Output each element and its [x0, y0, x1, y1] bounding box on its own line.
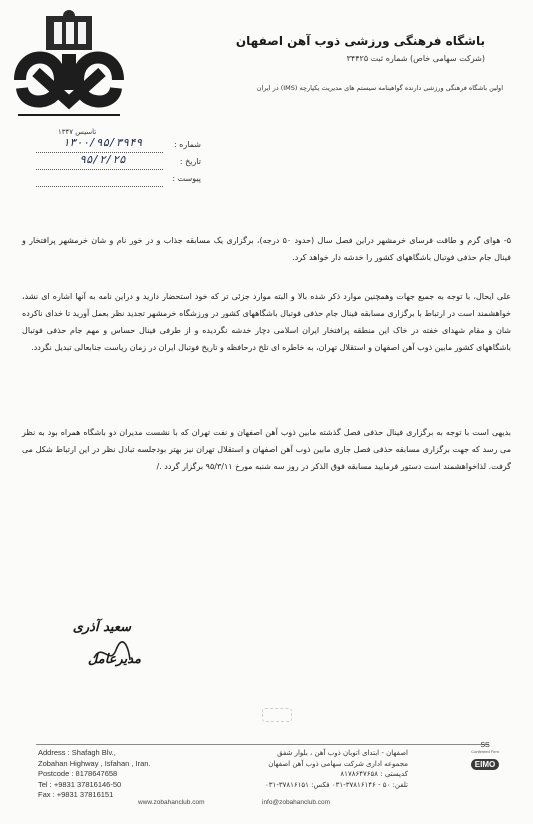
footer-en-line: Fax : +9831 37816151	[38, 790, 114, 799]
certification-badge	[460, 742, 510, 769]
footer-en-line: Zobahan Highway , Isfahan , Iran.	[38, 758, 151, 768]
date-label: تاریخ :	[179, 157, 201, 166]
club-registration: (شرکت سهامی خاص) شماره ثبت ۳۴۴۲۵	[346, 54, 485, 63]
meta-date-row	[36, 155, 201, 172]
signatory-title: مدیرعامل	[87, 652, 141, 667]
paragraph-request: علی ایحال، با توجه به جمیع جهات وهمچنین موارد ذکر شده بالا و البته موارد جزئی تر که خود استحضار دارید و دراین نامه به آنها اشاره ای نشد، خواهشمند است در ارتباط با برگزاری مسابقه فینال جام حذفی فوتبال باشگاههای کشور در ورزشگاه خرمشهر تجدید نظر بعمل آورید تا خدای ناکرده شان و مقام شهدای خفته در خاک این منطقه پرافتخار ایران اسلامی دچار خدشه نگردیده و از طرفی فینال حساس و مهم جام حذفی فوتبال باشگاههای کشور مابین ذوب آهن اصفهان و استقلال تهران، به خاطره ای تلخ درحافظه و تاریخ فوتبال ایران در زمان ریاست جنابعالی تبدیل نگردد.	[22, 292, 511, 352]
cert-top-text: SS	[480, 742, 490, 749]
footer-en-line: Tel : +9831 37816146-50	[38, 779, 122, 789]
ims-certification-line: اولین باشگاه فرهنگی ورزشی دارنده گواهینامه سیستم های مدیریت یکپارچه (IMS) در ایران	[256, 84, 503, 92]
meta-attachment-row	[36, 172, 201, 189]
letter-date: ۹۵/۲/۲۵	[79, 153, 126, 166]
paragraph-item-5: ۵- هوای گرم و طاقت فرسای خرمشهر دراین فصل سال (حدود ۵۰ درجه)، برگزاری یک مسابقه جذاب و در خور نام و شان خرمشهر پرافتخار و فینال جام حذفی فوتبال باشگاههای کشور را خدشه دار خواهد کرد.	[22, 236, 512, 262]
footer-fa-line: تلفن: ۵۰ - ۳۷۸۱۶۱۴۶-۰۳۱ فکس: ۳۷۸۱۶۱۵۱-۰۳۱	[265, 780, 408, 789]
footer-fa-line: اصفهان - ابتدای اتوبان ذوب آهن ، بلوار شفق	[277, 749, 408, 757]
footer-address-fa	[218, 748, 408, 790]
letter-meta	[36, 138, 201, 189]
attachment-label: پیوست :	[172, 174, 201, 183]
club-emblem-logo	[10, 10, 128, 128]
footer-en-line: Address : Shafagh Blv.,	[38, 748, 116, 757]
emblem-caption: تاسیس ۱۳۴۷	[58, 128, 97, 136]
date-dotted-line	[36, 169, 163, 170]
footer-fa-line: مجموعه اداری شرکت سهامی ذوب آهن اصفهان	[268, 759, 408, 768]
signatory-name: سعید آذری	[72, 620, 131, 635]
paragraph-conclusion: بدیهی است با توجه به برگزاری فینال حذفی فصل گذشته مابین ذوب آهن اصفهان و نفت تهران که با نشست مدیران دو باشگاه همراه بود به نظر می رسد که جهت برگزاری مسابقه حذفی فصل جاری مابین ذوب آهن اصفهان و استقلال تهران نیز بهتر بودجلسه تبادل نظر در این ارتباط شکل می گرفت. لذاخواهشمند است دستور فرمایید مسابقه فوق الذکر در روز سه شنبه مورخ ۹۵/۳/۱۱ برگزار گردد ./	[22, 428, 511, 471]
footer-website-link[interactable]: www.zobahanclub.com	[138, 799, 205, 806]
footer-address-en	[38, 748, 208, 801]
letter-number: ۱۳۰۰/۹۵/۳۹۴۹	[62, 136, 143, 149]
attachment-dotted-line	[36, 186, 163, 187]
footer-en-line: Postcode : 8178647658	[38, 769, 118, 778]
footer-divider	[36, 744, 489, 745]
number-label: شماره :	[173, 140, 201, 149]
footer-email-link[interactable]: info@zobahanclub.com	[262, 799, 331, 806]
footer-fa-line: کدپستی : ۸۱۷۸۶۴۷۶۵۸	[340, 770, 408, 778]
cert-logo: EIMO	[471, 759, 499, 770]
cert-sub-text: Confirmed Firm	[471, 749, 499, 754]
club-name: باشگاه فرهنگی ورزشی ذوب آهن اصفهان	[235, 34, 485, 48]
faint-stamp-mark	[262, 708, 292, 722]
